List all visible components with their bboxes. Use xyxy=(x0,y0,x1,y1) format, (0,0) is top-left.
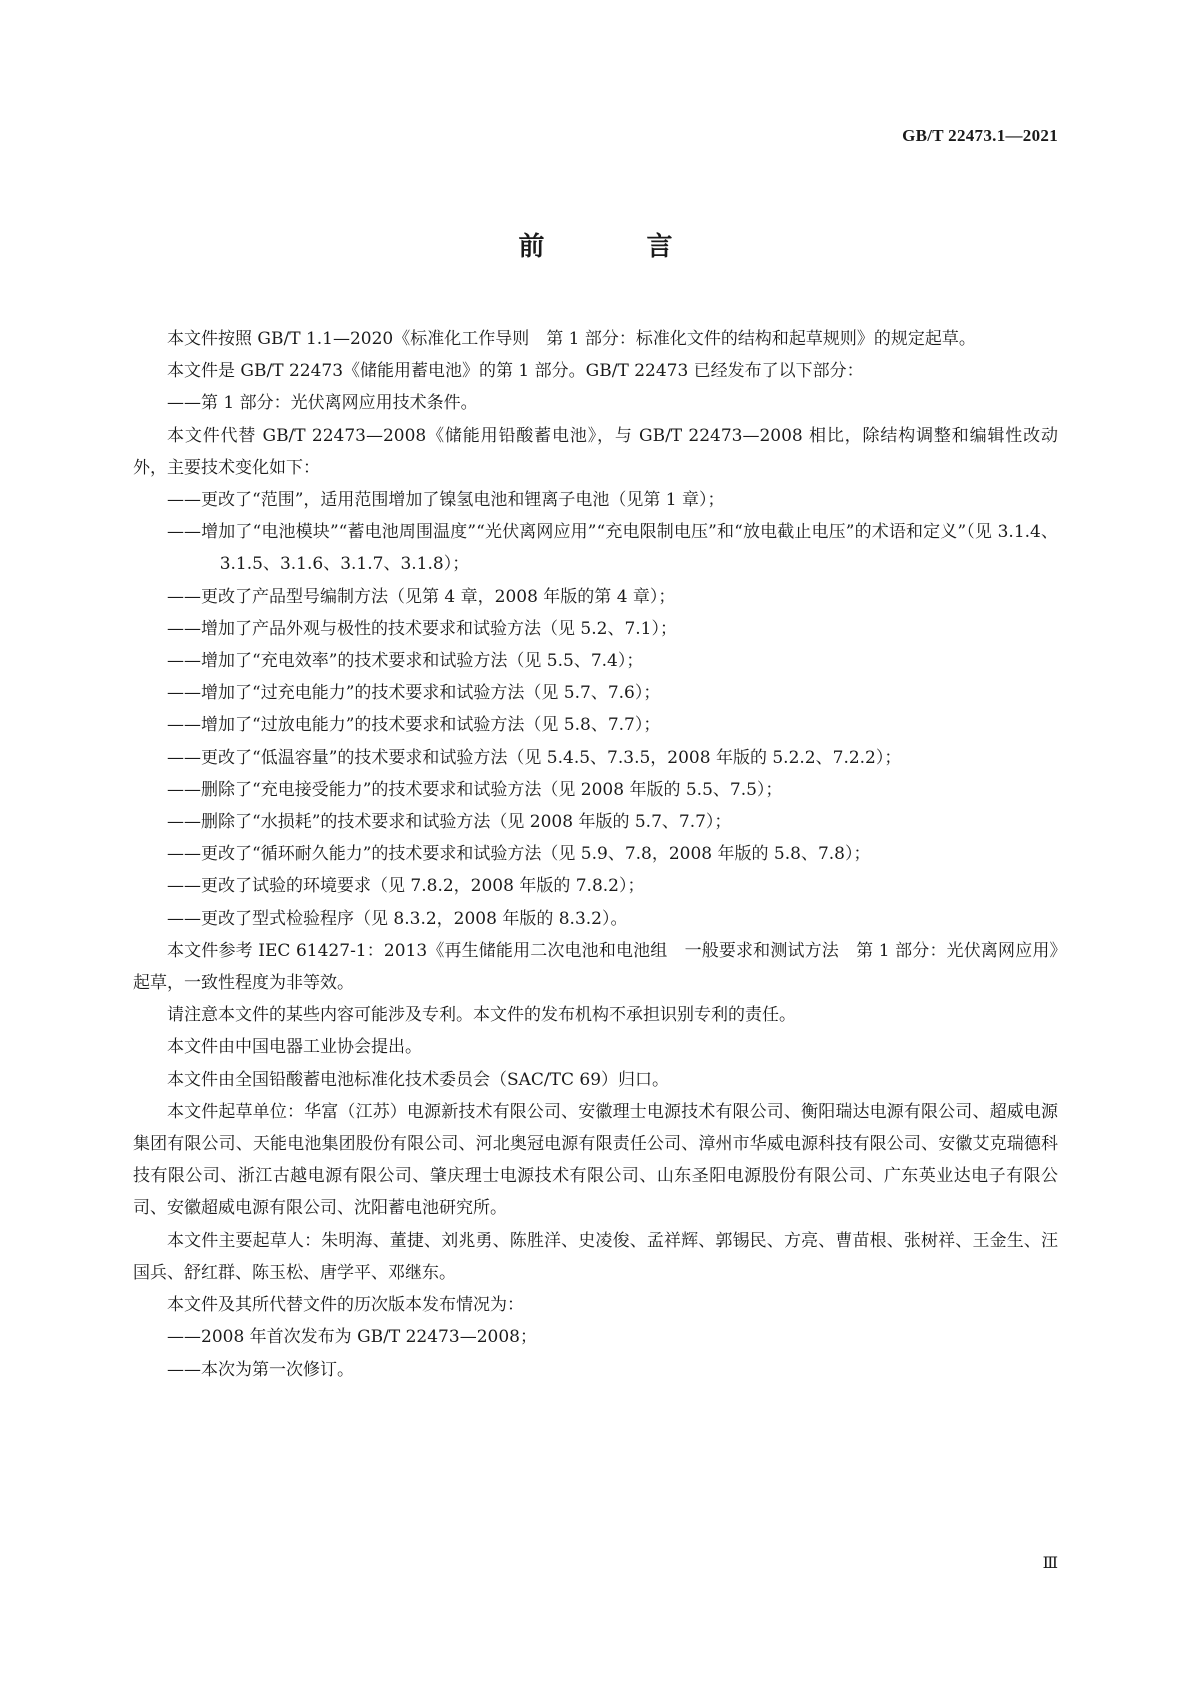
document-code: GB/T 22473.1—2021 xyxy=(902,126,1058,145)
list-item: ——更改了试验的环境要求（见 7.8.2，2008 年版的 7.8.2）； xyxy=(167,876,645,897)
paragraph: 本文件按照 GB/T 1.1—2020《标准化工作导则 第 1 部分：标准化文件的结构和起草规则》的规定起草。 xyxy=(167,329,976,349)
paragraph: 本文件由全国铅酸蓄电池标准化技术委员会（SAC/TC 69）归口。 xyxy=(167,1069,670,1090)
list-item: ——增加了“过放电能力”的技术要求和试验方法（见 5.8、7.7）； xyxy=(167,715,661,736)
list-item: ——删除了“充电接受能力”的技术要求和试验方法（见 2008 年版的 5.5、7.5）； xyxy=(167,779,783,800)
list-item: ——增加了产品外观与极性的技术要求和试验方法（见 5.2、7.1）； xyxy=(167,618,677,639)
list-item: ——更改了产品型号编制方法（见第 4 章，2008 年版的第 4 章）； xyxy=(167,586,676,607)
list-item: ——更改了型式检验程序（见 8.3.2，2008 年版的 8.3.2）。 xyxy=(167,908,628,929)
paragraph: 本文件起草单位：华富（江苏）电源新技术有限公司、安徽理士电源技术有限公司、衡阳瑞达电源有限公司、超威电源集团有限公司、天能电池集团股份有限公司、河北奥冠电源有限责任公司、漳州市华威电源科技有限公司、安徽艾克瑞德科技有限公司、浙江古越电源有限公司、肇庆理士电源技术有限公司、山东圣阳电源股份有限公司、广东英业达电子有限公司、安徽超威电源有限公司、沈阳蓄电池研究所。 xyxy=(133,1101,1058,1219)
paragraph: 本文件及其所代替文件的历次版本发布情况为： xyxy=(167,1295,524,1316)
list-item: ——第 1 部分：光伏离网应用技术条件。 xyxy=(167,393,478,414)
paragraph: 本文件参考 IEC 61427-1：2013《再生储能用二次电池和电池组 一般要求和测试方法 第 1 部分：光伏离网应用》起草，一致性程度为非等效。 xyxy=(133,940,1058,994)
paragraph: 本文件主要起草人：朱明海、董捷、刘兆勇、陈胜洋、史凌俊、孟祥辉、郭锡民、方亮、曹苗根、张树祥、王金生、汪国兵、舒红群、陈玉松、唐学平、邓继东。 xyxy=(133,1230,1058,1283)
list-item: ——2008 年首次发布为 GB/T 22473—2008； xyxy=(167,1327,537,1348)
list-item: ——增加了“充电效率”的技术要求和试验方法（见 5.5、7.4）； xyxy=(167,651,644,672)
list-item: ——更改了“循环耐久能力”的技术要求和试验方法（见 5.9、7.8，2008 年版的 5.8、7.8）； xyxy=(167,844,871,865)
list-item: ——更改了“范围”，适用范围增加了镍氢电池和锂离子电池（见第 1 章）； xyxy=(167,490,725,511)
paragraph: 本文件是 GB/T 22473《储能用蓄电池》的第 1 部分。GB/T 22473 已经发布了以下部分： xyxy=(167,361,864,382)
paragraph: 请注意本文件的某些内容可能涉及专利。本文件的发布机构不承担识别专利的责任。 xyxy=(167,1005,796,1026)
list-item: ——增加了“电池模块”“蓄电池周围温度”“光伏离网应用”“充电限制电压”和“放电截止电压”的术语和定义”（见 3.1.4、3.1.5、3.1.6、3.1.7、3.1.8）； xyxy=(167,522,1058,575)
paragraph: 本文件代替 GB/T 22473—2008《储能用铅酸蓄电池》，与 GB/T 22473—2008 相比，除结构调整和编辑性改动外，主要技术变化如下： xyxy=(133,425,1058,478)
paragraph: 本文件由中国电器工业协会提出。 xyxy=(167,1037,422,1058)
preface-body xyxy=(133,323,1058,1386)
page-title: 前 言 xyxy=(518,232,711,262)
list-item: ——更改了“低温容量”的技术要求和试验方法（见 5.4.5、7.3.5，2008 年版的 5.2.2、7.2.2）； xyxy=(167,747,902,768)
list-item: ——增加了“过充电能力”的技术要求和试验方法（见 5.7、7.6）； xyxy=(167,683,661,704)
list-item: ——删除了“水损耗”的技术要求和试验方法（见 2008 年版的 5.7、7.7）； xyxy=(167,812,732,833)
list-item: ——本次为第一次修订。 xyxy=(167,1359,354,1380)
page-number: Ⅲ xyxy=(1042,1555,1058,1572)
